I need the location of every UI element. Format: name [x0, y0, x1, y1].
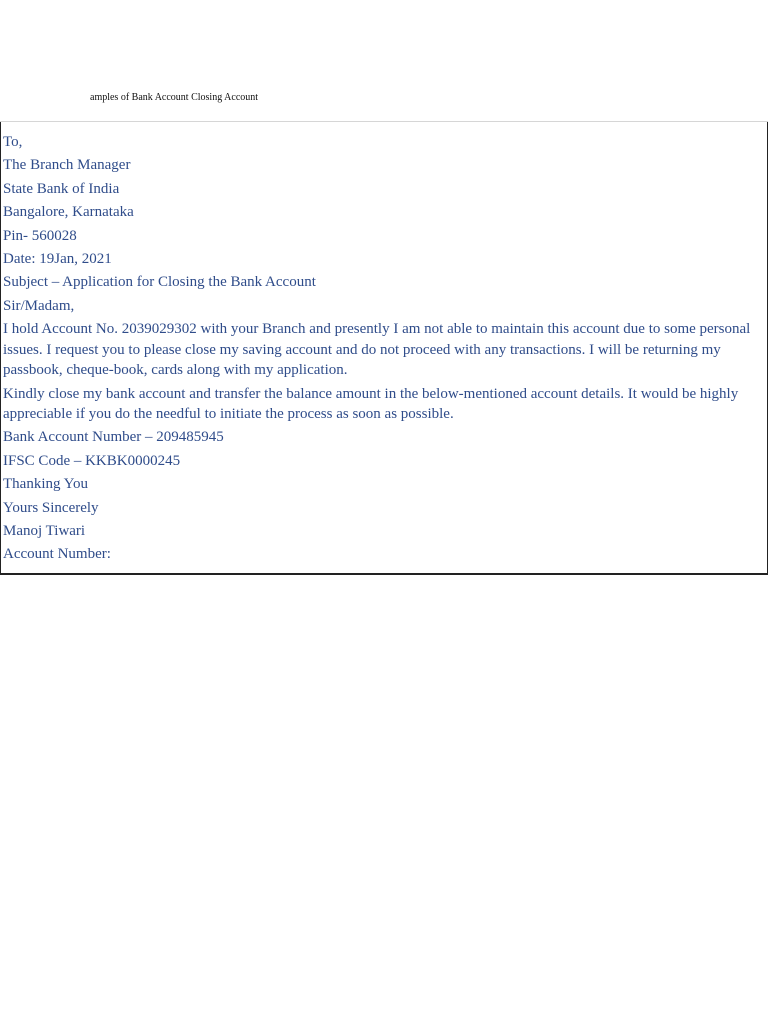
letter-frame	[0, 122, 768, 575]
letter-body	[3, 132, 763, 568]
account-number-label: Account Number:	[3, 546, 111, 563]
closing-line: Yours Sincerely	[3, 499, 99, 516]
paragraph-transfer-request: Kindly close my bank account and transfer the balance amount in the below-mentioned account details. It would be highly appreciable if you do the needful to initiate the process as soon as possible.	[3, 385, 739, 423]
bank-name: State Bank of India	[3, 180, 120, 197]
paragraph-account-closure: I hold Account No. 2039029302 with your Branch and presently I am not able to maintain this account due to some personal issues. I request you to please close my saving account and do not proceed with any transactions. I will be returning my passbook, cheque-book, cards along with my application.	[3, 321, 751, 379]
document-header-title: amples of Bank Account Closing Account	[90, 92, 259, 103]
letter-subject: Subject – Application for Closing the Bank Account	[3, 274, 316, 291]
pin-code: Pin- 560028	[3, 227, 77, 244]
city-state: Bangalore, Karnataka	[3, 204, 134, 221]
thanks-line: Thanking You	[3, 476, 89, 493]
letter-date: Date: 19Jan, 2021	[3, 250, 112, 267]
recipient-title: The Branch Manager	[3, 157, 131, 174]
signature-name: Manoj Tiwari	[3, 522, 86, 539]
transfer-account-number: Bank Account Number – 209485945	[3, 429, 224, 446]
greeting: Sir/Madam,	[3, 297, 75, 314]
ifsc-code: IFSC Code – KKBK0000245	[3, 452, 181, 469]
salutation-to: To,	[3, 134, 23, 150]
